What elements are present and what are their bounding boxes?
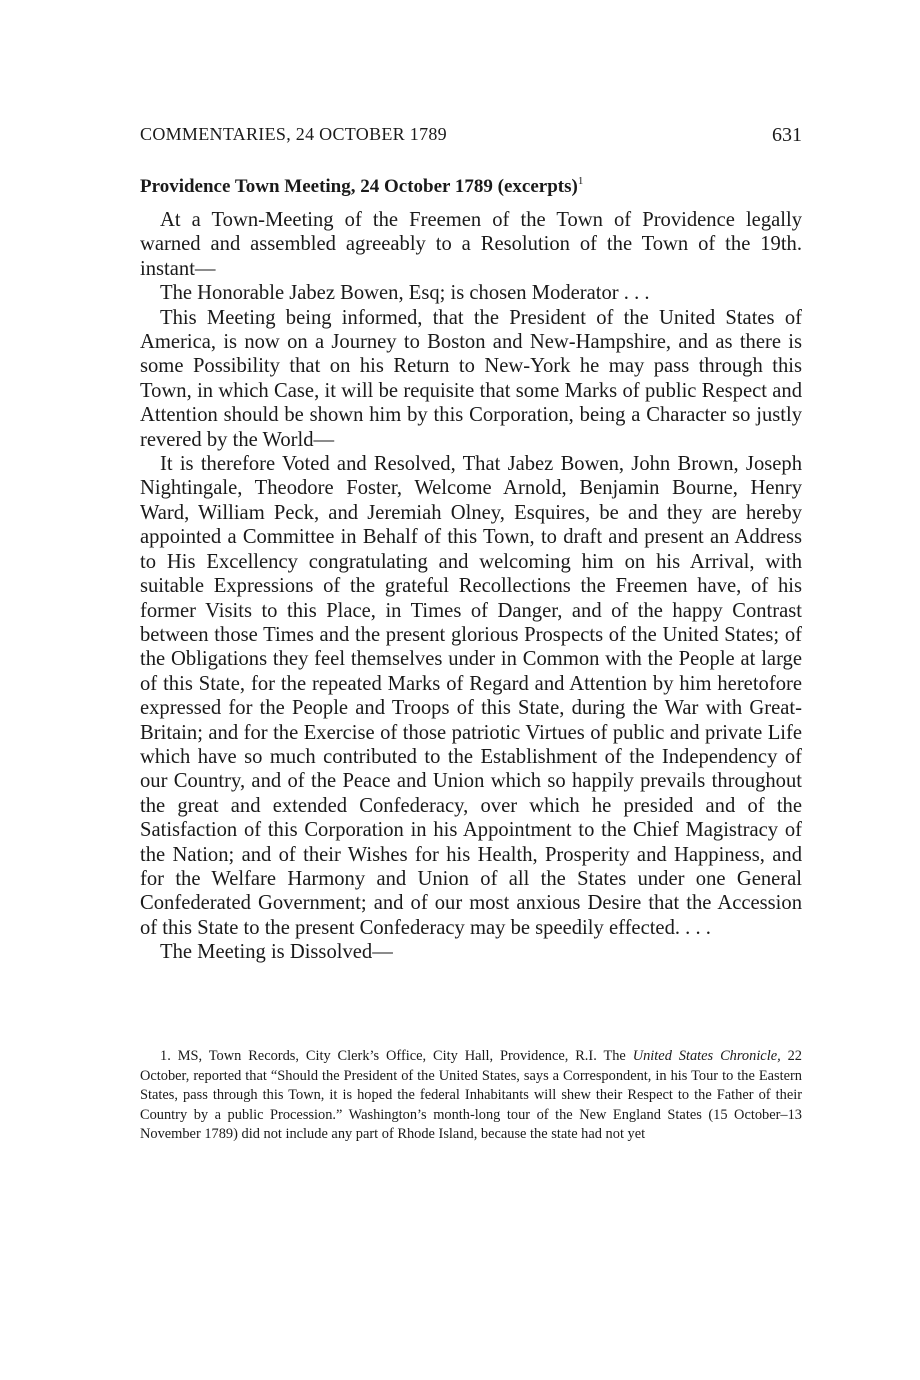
footnote-ref: 1	[577, 175, 584, 187]
page-number: 631	[772, 124, 802, 146]
body-text	[140, 208, 802, 965]
paragraph-dissolved: The Meeting is Dissolved—	[160, 941, 393, 964]
footnote: 1. MS, Town Records, City Clerk’s Office, City Hall, Providence, R.I. The United States Chronicle, 22 October, reported that “Should the President of the United States, says a Correspondent, in his Tour to the Eastern States, pass through this Town, it is hoped the federal Inhabitants will shew their Respect to the Father of their Country by a public Procession.” Washington’s month-long tour of the New England States (15 October–13 November 1789) did not include any part of Rhode Island, because the state had not yet	[140, 1048, 802, 1143]
document-title: Providence Town Meeting, 24 October 1789 (excerpts)$^1$	[140, 175, 584, 197]
paragraph-moderator: The Honorable Jabez Bowen, Esq; is chosen Moderator . . .	[160, 282, 650, 305]
paragraph-resolution: It is therefore Voted and Resolved, That Jabez Bowen, John Brown, Joseph Nightingale, Theodore Foster, Welcome Arnold, Benjamin Bourne, Henry Ward, William Peck, and Jeremiah Olney, Esquires, be and they are hereby appointed a Committee in Behalf of this Town, to draft and present an Address to His Excellency congratulating and welcoming him on his Arrival, with suitable Expressions of the grateful Recollections the Freemen have, of his former Visits to this Place, in Times of Danger, and of the happy Contrast between those Times and the present glorious Prospects of the United States; of the Obligations they feel themselves under in Common with the People at large of this State, for the repeated Marks of Regard and Attention by him heretofore expressed for the People and Troops of this State, during the War with Great-Britain; and for the Exercise of those patriotic Virtues of public and private Life which have so much contributed to the Establishment of the Independency of our Country, and of the Peace and Union which so happily prevails throughout the great and extended Confederacy, over which he presided and of the Satisfaction of this Corporation in his Appointment to the Chief Magistracy of the Nation; and of their Wishes for his Health, Prosperity and Happiness, and for the Welfare Harmony and Union of all the States under one General Confederated Government; and of our most anxious Desire that the Accession of this State to the present Confederacy may be speedily effected. . . .	[140, 453, 802, 939]
paragraph-president-journey: This Meeting being informed, that the President of the United States of America, is now on a Journey to Boston and New-Hampshire, and as there is some Possibility that on his Return to New-York he may pass through this Town, in which Case, it will be requisite that some Marks of public Respect and Attention should be shown him by this Corporation, being a Character so justly revered by the World—	[140, 306, 802, 451]
footnote-italic-title: United States Chronicle,	[632, 1048, 781, 1064]
paragraph-meeting-intro: At a Town-Meeting of the Freemen of the Town of Providence legally warned and assembled agreeably to a Resolution of the Town of the 19th. instant—	[140, 209, 802, 280]
running-head	[140, 124, 802, 150]
running-head-title: COMMENTARIES, 24 OCTOBER 1789	[140, 124, 447, 144]
